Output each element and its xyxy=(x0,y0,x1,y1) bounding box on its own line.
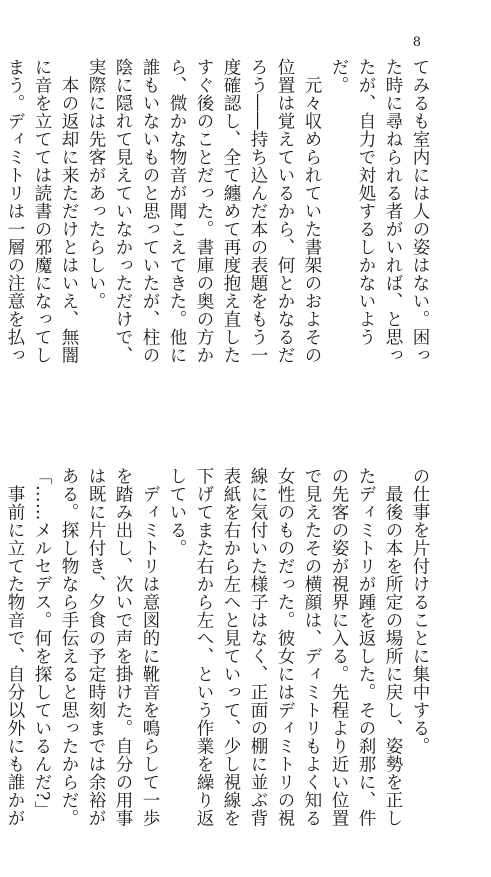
upper-text-column xyxy=(0,58,433,380)
dialogue-line: 「……メルセデス。何を探しているんだ?」 xyxy=(32,467,52,819)
paragraph: てみるも室内には人の姿はない。困った時に尋ねられる者がいれば、と思ったが、自力で対処するしかないようだ。 xyxy=(329,58,430,364)
paragraph: 本の返却に来ただけとはいえ、無闇に音を立てては読書の邪魔になってしまう。ディミトリは一層の注意を払っ xyxy=(5,58,79,364)
paragraph: ディミトリは意図的に靴音を鳴らして一歩を踏み出し、次いで声を掛けた。自分の用事は既に片付き、夕食の予定時刻までは余裕がある。探し物なら手伝えると思ったからだ。 xyxy=(59,467,160,827)
lower-text-column xyxy=(0,467,433,843)
paragraph: 元々収められていた書架のおよその位置は覚えているから、何とかなるだろう――持ち込んだ本の表題をもう一度確認し、全て纏めて再度抱え直したすぐ後のことだった。書庫の奥の方から、微かな物音が聞こえてきた。他に誰もいないものと思っていたが、柱の陰に隠れて見えていなかっただけで、実際には先客があったらしい。 xyxy=(86,58,322,364)
paragraph: 事前に立てた物音で、自分以外にも誰かが xyxy=(5,484,25,827)
paragraph: 最後の本を所定の場所に戻し、姿勢を正したディミトリが踵を返した。その刹那に、件の先客の姿が視界に入る。先程より近い位置で見えたその横顔は、ディミトリもよく知る女性のものだった。彼女にはディミトリの視線に気付いた様子はなく、正面の棚に並ぶ背表紙を右から左へと見ていって、少し視線を下げてまた右から左へ、という作業を繰り返している。 xyxy=(167,467,403,827)
paragraph: の仕事を片付けることに集中する。 xyxy=(410,467,430,755)
page-number: 8 xyxy=(412,35,421,50)
